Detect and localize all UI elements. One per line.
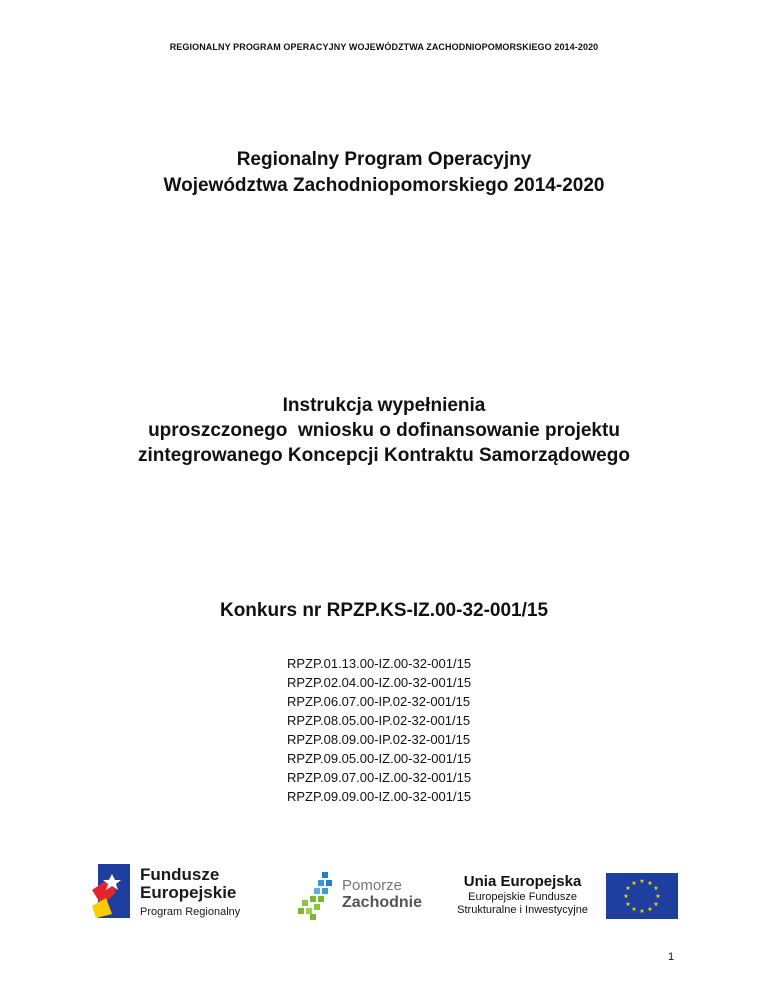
code-item: RPZP.08.05.00-IP.02-32-001/15 <box>287 713 471 728</box>
svg-text:★: ★ <box>625 885 631 892</box>
eu-line1: Unia Europejska <box>463 873 582 890</box>
pomorze-zachodnie-logo <box>296 870 436 925</box>
eu-text <box>457 873 588 917</box>
code-item: RPZP.01.13.00-IZ.00-32-001/15 <box>287 656 472 671</box>
fundusze-europejskie-logo <box>92 862 292 922</box>
code-item: RPZP.09.09.00-IZ.00-32-001/15 <box>287 789 472 804</box>
fundusze-europejskie-icon <box>92 862 132 920</box>
svg-text:★: ★ <box>653 901 659 908</box>
pomorze-line1: Pomorze <box>342 877 403 894</box>
svg-text:★: ★ <box>631 906 637 913</box>
eu-logo <box>446 873 678 923</box>
main-title <box>0 147 768 199</box>
svg-text:★: ★ <box>631 880 637 887</box>
svg-text:★: ★ <box>647 880 653 887</box>
running-header: REGIONALNY PROGRAM OPERACYJNY WOJEWÓDZTWA ZACHODNIOPOMORSKIEGO 2014-2020 <box>169 42 599 52</box>
svg-text:★: ★ <box>639 908 645 915</box>
instruction-title <box>0 393 768 468</box>
instruction-title-line3: zintegrowanego Koncepcji Kontraktu Samorządowego <box>138 445 630 466</box>
svg-text:★: ★ <box>623 893 629 900</box>
contest-number: Konkurs nr RPZP.KS-IZ.00-32-001/15 <box>219 600 549 621</box>
fundusze-line1: Fundusze <box>140 865 220 884</box>
instruction-title-line1: Instrukcja wypełnienia <box>282 395 486 416</box>
code-item: RPZP.08.09.00-IP.02-32-001/15 <box>287 732 471 747</box>
fundusze-line2: Europejskie <box>140 883 237 902</box>
code-list <box>287 654 471 806</box>
code-item: RPZP.09.05.00-IZ.00-32-001/15 <box>287 751 472 766</box>
pomorze-zachodnie-icon <box>296 870 338 922</box>
pomorze-text <box>342 878 422 912</box>
eu-line3: Strukturalne i Inwestycyjne <box>457 904 588 916</box>
eu-line2: Europejskie Fundusze <box>468 891 577 903</box>
instruction-title-line2: uproszczonego wniosku o dofinansowanie projektu <box>148 420 620 441</box>
fundusze-line3: Program Regionalny <box>140 906 241 918</box>
code-item: RPZP.06.07.00-IP.02-32-001/15 <box>287 694 471 709</box>
svg-text:★: ★ <box>639 878 645 885</box>
svg-text:★: ★ <box>647 906 653 913</box>
code-item: RPZP.02.04.00-IZ.00-32-001/15 <box>287 675 472 690</box>
svg-text:★: ★ <box>625 901 631 908</box>
fundusze-text <box>140 866 240 918</box>
svg-text:★: ★ <box>655 893 661 900</box>
main-title-line1: Regionalny Program Operacyjny <box>236 149 532 170</box>
eu-flag-icon <box>606 873 678 919</box>
main-title-line2: Województwa Zachodniopomorskiego 2014-2020 <box>163 175 605 196</box>
pomorze-line2: Zachodnie <box>342 894 423 911</box>
svg-text:★: ★ <box>653 885 659 892</box>
code-item: RPZP.09.07.00-IZ.00-32-001/15 <box>287 770 472 785</box>
page-number: 1 <box>668 951 675 963</box>
